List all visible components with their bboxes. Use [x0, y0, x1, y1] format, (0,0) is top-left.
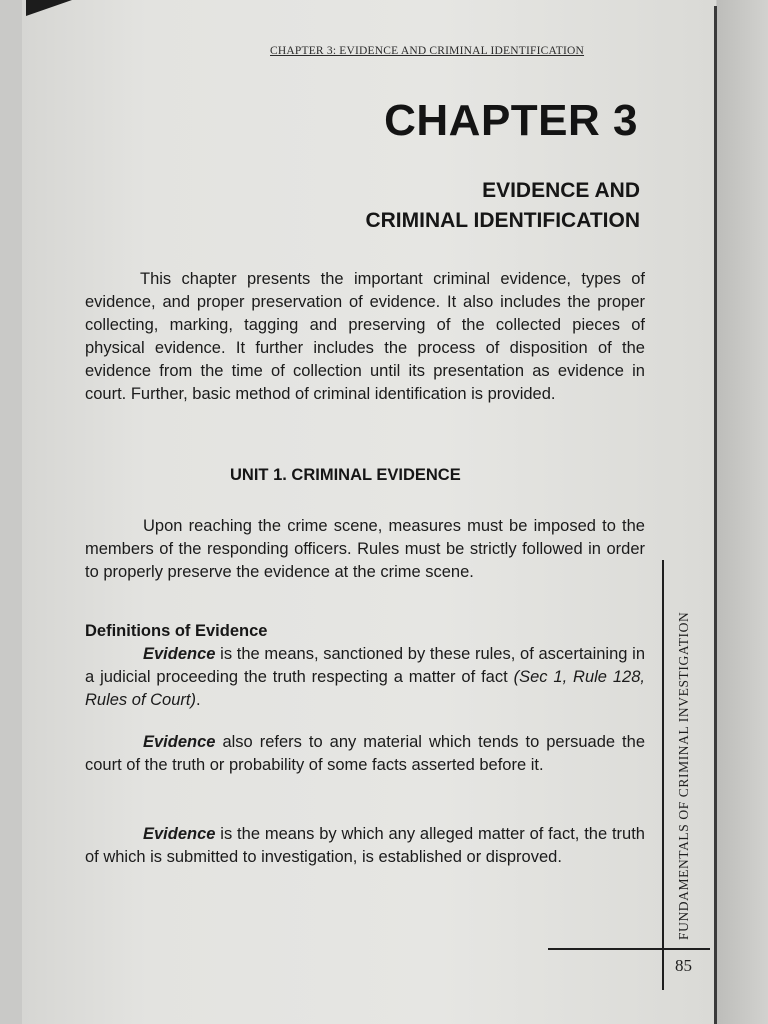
book-title-sidebar: FUNDAMENTALS OF CRIMINAL INVESTIGATION [676, 611, 691, 940]
chapter-subtitle [365, 176, 640, 236]
definition-paragraph-2 [85, 731, 645, 777]
intro-paragraph: This chapter presents the important criminal evidence, types of evidence, and proper preservation of evidence. It also includes the proper collecting, marking, tagging and preserving of the collected pieces of physical evidence. It further includes the process of disposition of the evidence from the time of collection until its presentation as evidence in court. Further, basic method of criminal identification is provided. [85, 270, 645, 403]
definition-3-text: is the means by which any alleged matter of fact, the truth of which is submitted to investigation, is established or disproved. [85, 825, 645, 866]
page-corner-mark [26, 0, 72, 16]
definition-1-citation: (Sec 1, Rule 128, Rules of Court) [85, 668, 645, 709]
footer-rule [548, 948, 710, 950]
page-edge-line [714, 6, 717, 1024]
sidebar-rule [662, 560, 664, 990]
definition-2-text: also refers to any material which tends to persuade the court of the truth or probability of some facts asserted before it. [85, 733, 645, 774]
unit-paragraph: Upon reaching the crime scene, measures must be imposed to the members of the responding officers. Rules must be strictly followed in order to properly preserve the evidence at the crime scene. [85, 517, 645, 581]
evidence-term: Evidence [143, 733, 216, 751]
chapter-title: CHAPTER 3 [384, 96, 638, 145]
definition-paragraph-3 [85, 823, 645, 869]
page-number: 85 [675, 956, 692, 975]
book-page [22, 0, 716, 1024]
unit-heading: UNIT 1. CRIMINAL EVIDENCE [230, 466, 461, 484]
chapter-subtitle-line2: CRIMINAL IDENTIFICATION [365, 209, 640, 232]
definition-paragraph-1 [85, 643, 645, 712]
definitions-heading: Definitions of Evidence [85, 622, 268, 640]
evidence-term: Evidence [143, 825, 216, 843]
definition-1-text: is the means, sanctioned by these rules, of ascertaining in a judicial proceeding the truth respecting a matter of fact [85, 645, 645, 686]
evidence-term: Evidence [143, 645, 216, 663]
chapter-subtitle-line1: EVIDENCE AND [482, 179, 640, 202]
book-spine-shadow [717, 0, 768, 1024]
definition-1-end: . [195, 691, 201, 709]
running-head: CHAPTER 3: EVIDENCE AND CRIMINAL IDENTIFICATION [270, 45, 585, 57]
